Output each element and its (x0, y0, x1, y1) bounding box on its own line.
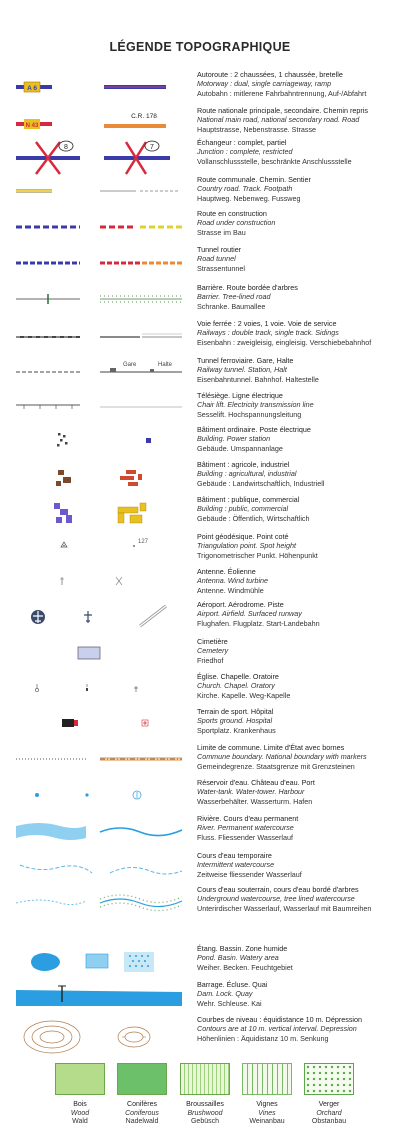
veg-en: Vines (258, 1109, 276, 1117)
veg-fr: Broussailles (186, 1101, 224, 1108)
veg-de: Nadelwald (125, 1118, 159, 1125)
basin-icon (86, 954, 108, 968)
entry-de: Zeitweise fliessender Wasserlauf (197, 869, 302, 879)
commune-boundary-symbol (0, 743, 195, 775)
railway-tunnel-symbol (0, 356, 195, 388)
legend-entry-building-public-commercial (0, 495, 400, 535)
triangulation-symbol (0, 532, 195, 564)
pond-symbol (0, 944, 195, 980)
entry-fr: Point géodésique. Point coté (197, 532, 289, 541)
entry-fr: Cimetière (197, 637, 228, 646)
entry-fr: Tunnel routier (197, 245, 242, 254)
entry-de: Wehr. Schleuse. Kai (197, 998, 262, 1008)
veg-de: Wald (72, 1118, 88, 1125)
wood-swatch (55, 1063, 105, 1095)
entry-fr: Réservoir d'eau. Château d'eau. Port (197, 778, 315, 787)
entry-de: Strassentunnel (197, 263, 245, 273)
entry-fr: Cours d'eau souterrain, cours d'eau bordé d'arbres (197, 885, 359, 894)
veg-de: Gebüsch (190, 1118, 220, 1125)
country-road-symbol (0, 175, 195, 207)
entry-fr: Limite de commune. Limite d'État avec bornes (197, 743, 345, 752)
legend-entry-antenna (0, 567, 400, 599)
entry-fr: Bâtiment ordinaire. Poste électrique (197, 425, 311, 434)
vegetation-wood (45, 1063, 115, 1127)
entry-en: Intermittent watercourse (197, 860, 275, 870)
entry-fr: Autoroute : 2 chaussées, 1 chaussée, bretelle (197, 70, 343, 79)
dam-icon (16, 990, 182, 1006)
legend-entry-country-road (0, 175, 400, 207)
veg-en: Brushwood (187, 1109, 223, 1117)
legend-entry-cemetery (0, 637, 400, 671)
harbour-icon (133, 791, 141, 799)
legend-entry-chair-lift (0, 391, 400, 423)
entry-en: Commune boundary. National boundary with markers (197, 752, 367, 762)
chapel-icon (86, 684, 88, 691)
national-road-symbol (0, 106, 195, 140)
entry-en: Barrier. Tree-lined road (197, 292, 271, 302)
entry-de: Sportplatz. Krankenhaus (197, 725, 276, 735)
intermittent-watercourse-symbol (0, 851, 195, 885)
legend-title: LÉGENDE TOPOGRAPHIQUE (109, 40, 291, 54)
legend-entry-barrier (0, 283, 400, 315)
legend-entry-railways (0, 319, 400, 351)
entry-fr: Route en construction (197, 209, 267, 218)
sports-ground-icon (62, 719, 74, 727)
road-tunnel-symbol (0, 245, 195, 277)
entry-de: Fluss. Fliessender Wasserlauf (197, 832, 293, 842)
entry-en: Cemetery (197, 646, 229, 656)
chair-lift-symbol (0, 391, 195, 423)
legend-entry-motorway (0, 70, 400, 104)
entry-fr: Tunnel ferroviaire. Gare, Halte (197, 356, 294, 365)
veg-en: Orchard (316, 1109, 342, 1117)
legend-entry-building-agri-industrial (0, 460, 400, 496)
brushwood-swatch (180, 1063, 230, 1095)
entry-de: Kirche. Kapelle. Weg-Kapelle (197, 690, 291, 700)
junction-complete-label: 8 (64, 144, 68, 151)
entry-en: Road under construction (197, 218, 276, 228)
entry-de: Autobahn : mitlerene Fahrbahntrennung, Auf-/Abfahrt (197, 88, 367, 98)
antenna-symbol (0, 567, 195, 599)
veg-fr: Verger (318, 1101, 340, 1108)
road-construction-symbol (0, 209, 195, 241)
legend-entry-national-road (0, 106, 400, 140)
water-tank-symbol (0, 778, 195, 812)
church-symbol (0, 672, 195, 704)
building-agri-industrial-symbol (0, 460, 195, 496)
entry-fr: Étang. Bassin. Zone humide (197, 944, 288, 953)
entry-de: Gebäude : Öffentlich, Wirtschaftlich (197, 513, 310, 523)
legend-entry-river (0, 814, 400, 848)
entry-de: Gemeindegrenze. Staatsgrenze mit Grenzsteinen (197, 761, 355, 771)
legend-entry-airport (0, 600, 400, 634)
cemetery-icon (78, 647, 100, 659)
entry-en: Airport. Airfield. Surfaced runway (197, 609, 302, 619)
entry-en: Motorway : dual, single carriageway, ramp (197, 79, 332, 89)
contour-lines-icon (24, 1021, 80, 1053)
entry-fr: Rivière. Cours d'eau permanent (197, 814, 299, 823)
entry-de: Trigonometrischer Punkt. Höhenpunkt (197, 550, 318, 560)
entry-fr: Antenne. Éolienne (197, 567, 256, 576)
entry-de: Hauptstrasse, Nebenstrasse. Strasse (197, 124, 317, 134)
water-tank-icon (35, 793, 39, 797)
entry-de: Vollanschlussstelle, beschränkte Anschlussstelle (197, 156, 352, 166)
vegetation-legend (0, 1063, 400, 1133)
entry-en: Antenna. Wind turbine (197, 576, 269, 586)
barrier-symbol (0, 283, 195, 315)
veg-en: Coniferous (125, 1109, 159, 1117)
junction-symbol (0, 138, 195, 178)
entry-en: Pond. Basin. Watery area (197, 953, 279, 963)
spot-height-label: 127 (138, 539, 149, 545)
veg-de: Weinanbau (249, 1118, 285, 1125)
entry-en: Railways : double track, single track. Sidings (197, 328, 339, 338)
legend-entry-dam (0, 980, 400, 1014)
entry-en: River. Permanent watercourse (197, 823, 294, 833)
entry-fr: Terrain de sport. Hôpital (197, 707, 274, 716)
motorway-number-label: A 6 (27, 85, 37, 92)
entry-en: Water-tank. Water-tower. Harbour (197, 787, 305, 797)
vegetation-brushwood (170, 1063, 240, 1127)
entry-de: Flughafen. Flugplatz. Start-Landebahn (197, 618, 320, 628)
cemetery-symbol (0, 637, 195, 671)
contours-symbol (0, 1015, 195, 1059)
airport-icon (31, 610, 45, 624)
entry-en: Dam. Lock. Quay (197, 989, 253, 999)
legend-entry-triangulation (0, 532, 400, 564)
entry-en: National main road, national secondary road. Road (197, 115, 360, 125)
church-icon (35, 684, 38, 692)
hospital-icon (142, 720, 148, 726)
entry-en: Church. Chapel. Oratory (197, 681, 275, 691)
legend-entry-water-tank (0, 778, 400, 812)
legend-entry-pond (0, 944, 400, 980)
junction-restricted-label: 7 (150, 144, 154, 151)
legend-entry-junction (0, 138, 400, 178)
veg-fr: Vignes (256, 1101, 278, 1108)
entry-de: Hauptweg. Nebenweg. Fussweg (197, 193, 301, 203)
veg-de: Obstanbau (311, 1118, 347, 1125)
entry-de: Sesselift. Hochspannungsleitung (197, 409, 302, 419)
underground-watercourse-symbol (0, 885, 195, 921)
entry-fr: Télésiège. Ligne électrique (197, 391, 283, 400)
entry-en: Triangulation point. Spot height (197, 541, 296, 551)
building-public-commercial-symbol (0, 495, 195, 535)
airfield-icon (84, 611, 92, 623)
entry-de: Eisenbahntunnel. Bahnhof. Haltestelle (197, 374, 319, 384)
entry-en: Junction : complete, restricted (197, 147, 293, 157)
veg-fr: Conifères (127, 1101, 157, 1108)
entry-fr: Échangeur : complet, partiel (197, 138, 287, 147)
legend-entry-underground-watercourse (0, 885, 400, 921)
pond-icon (31, 953, 60, 971)
legend-entry-church (0, 672, 400, 704)
entry-fr: Route nationale principale, secondaire. Chemin repris (197, 106, 368, 115)
station-label: Gare (123, 362, 137, 368)
veg-fr: Bois (73, 1101, 87, 1108)
national-road-number-label: N 43 (25, 123, 39, 129)
entry-de: Strasse im Bau (197, 227, 246, 237)
entry-en: Building. Power station (197, 434, 271, 444)
legend-entry-road-tunnel (0, 245, 400, 277)
vines-swatch (242, 1063, 292, 1095)
vegetation-coniferous (107, 1063, 177, 1127)
entry-fr: Barrière. Route bordée d'arbres (197, 283, 298, 292)
coniferous-swatch (117, 1063, 167, 1095)
railways-symbol (0, 319, 195, 351)
entry-de: Gebäude : Landwirtschaftlich, Industriell (197, 478, 325, 488)
building-symbol (0, 425, 195, 457)
halt-label: Halte (158, 362, 173, 368)
water-tower-icon (85, 793, 88, 796)
airport-symbol (0, 600, 195, 634)
orchard-swatch (304, 1063, 354, 1095)
entry-de: Friedhof (197, 655, 224, 665)
runway-icon (140, 606, 166, 626)
depression-icon (118, 1027, 150, 1047)
oratory-icon (134, 686, 138, 692)
river-symbol (0, 814, 195, 848)
entry-fr: Courbes de niveau : équidistance 10 m. Dépression (197, 1015, 363, 1024)
entry-en: Building : agricultural, industrial (197, 469, 297, 479)
legend-entry-intermittent-watercourse (0, 851, 400, 885)
entry-en: Railway tunnel. Station, Halt (197, 365, 287, 375)
entry-de: Weiher. Becken. Feuchtgebiet (197, 962, 293, 972)
secondary-road-number-label: C.R. 178 (131, 113, 157, 120)
legend-entry-commune-boundary (0, 743, 400, 775)
dam-symbol (0, 980, 195, 1014)
entry-fr: Aéroport. Aérodrome. Piste (197, 600, 284, 609)
entry-fr: Bâtiment : agricole, industriel (197, 460, 290, 469)
entry-de: Unterirdischer Wasserlauf, Wasserlauf mit Baumreihen (197, 903, 372, 913)
entry-fr: Bâtiment : publique, commercial (197, 495, 300, 504)
entry-en: Sports ground. Hospital (197, 716, 273, 726)
entry-de: Gebäude. Umspannanlage (197, 443, 283, 453)
entry-en: Road tunnel (197, 254, 236, 264)
entry-en: Contours are at 10 m. vertical interval. Depression (197, 1024, 357, 1034)
entry-de: Antenne. Windmühle (197, 585, 264, 595)
entry-en: Building : public, commercial (197, 504, 289, 514)
sports-ground-symbol (0, 707, 195, 739)
entry-de: Eisenbahn : zweigleisig, eingleisig. Verschiebebahnhof (197, 337, 372, 347)
veg-en: Wood (70, 1109, 90, 1117)
legend-entry-building (0, 425, 400, 457)
entry-en: Underground watercourse, tree lined watercourse (197, 894, 355, 904)
legend-entry-sports-ground (0, 707, 400, 739)
legend-entry-contours (0, 1015, 400, 1059)
entry-en: Country road. Track. Footpath (197, 184, 293, 194)
entry-de: Schranke. Baumallee (197, 301, 266, 311)
vegetation-vines (232, 1063, 302, 1127)
legend-entry-road-construction (0, 209, 400, 241)
entry-fr: Route communale. Chemin. Sentier (197, 175, 311, 184)
entry-fr: Église. Chapelle. Oratoire (197, 672, 279, 681)
entry-fr: Voie ferrée : 2 voies, 1 voie. Voie de service (197, 319, 337, 328)
entry-fr: Barrage. Écluse. Quai (197, 980, 268, 989)
entry-fr: Cours d'eau temporaire (197, 851, 272, 860)
entry-de: Höhenlinien : Äquidistanz 10 m. Senkung (197, 1033, 329, 1043)
vegetation-orchard (294, 1063, 364, 1127)
entry-de: Wasserbehälter. Wasserturm. Hafen (197, 796, 313, 806)
motorway-symbol (0, 70, 195, 104)
legend-entry-railway-tunnel (0, 356, 400, 388)
entry-en: Chair lift. Electricity transmission line (197, 400, 314, 410)
